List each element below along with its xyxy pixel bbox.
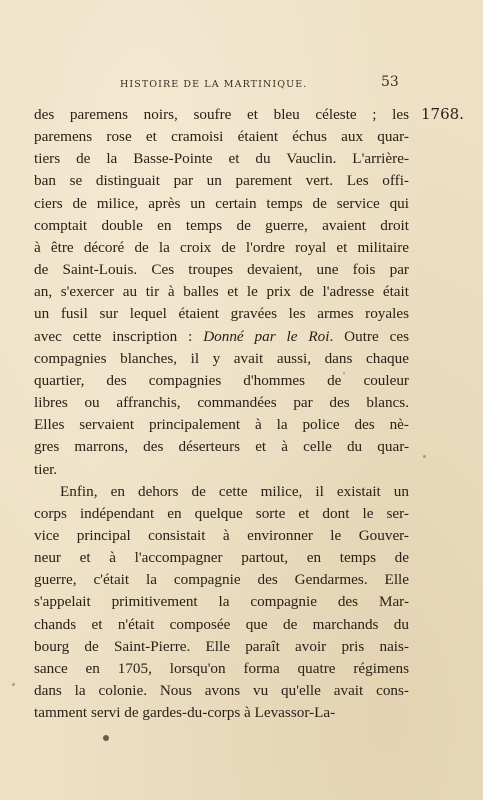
text-line: Enfin, en dehors de cette milice, il existait un	[60, 482, 409, 500]
text-line: paremens rose et cramoisi étaient échus aux quar-	[34, 128, 409, 146]
margin-year-note: 1768.	[421, 105, 464, 123]
text-line: gres marrons, des déserteurs et à celle du quar-	[34, 438, 409, 456]
text-line: an, s'exercer au tir à balles et le prix de l'adresse était	[34, 283, 409, 301]
body-text	[34, 104, 409, 724]
text-line: bourg de Saint-Pierre. Elle paraît avoir pris nais-	[34, 637, 409, 655]
text-line: guerre, c'était la compagnie des Gendarmes. Elle	[34, 571, 409, 589]
ink-spot	[12, 683, 15, 686]
text-line: à être décoré de la croix de l'ordre royal et militaire	[34, 238, 409, 256]
text-line: s'appelait primitivement la compagnie des Mar-	[34, 593, 409, 611]
text-line: tamment servi de gardes-du-corps à Levassor-La-	[34, 704, 336, 722]
text-line: dans la colonie. Nous avons vu qu'elle avait cons-	[34, 682, 409, 700]
text-line: Elles servaient principalement à la police des nè-	[34, 416, 409, 434]
ink-spot	[103, 735, 109, 741]
inscription-italic: Donné par le Roi	[203, 327, 330, 345]
text-line: chands et n'était composée que de marchands du	[34, 615, 409, 633]
text-line: comptait double en temps de guerre, avaient droit	[34, 216, 409, 234]
text-line: avec cette inscription : Donné par le Roi. Outre ces	[34, 327, 409, 345]
text-line: des paremens noirs, soufre et bleu céleste ; les	[34, 106, 409, 123]
text-line: tier.	[34, 460, 58, 478]
ink-spot	[343, 372, 345, 374]
running-title: HISTOIRE DE LA MARTINIQUE.	[120, 79, 308, 90]
text-line: de Saint-Louis. Ces troupes devaient, une fois par	[34, 261, 409, 279]
ink-spot	[423, 455, 426, 458]
text-line: vice principal consistait à environner le Gouver-	[34, 526, 409, 544]
paragraph	[34, 104, 409, 481]
text-line: sance en 1705, lorsqu'on forma quatre régimens	[34, 659, 409, 677]
text-line: ciers de milice, après un certain temps de service qui	[34, 194, 409, 212]
text-line: quartier, des compagnies d'hommes de couleur	[34, 371, 409, 389]
text-line: ban se distinguait par un parement vert. Les offi-	[34, 172, 409, 190]
text-line: neur et à l'accompagner partout, en temps de	[34, 549, 409, 567]
text-line: libres ou affranchis, commandées par des blancs.	[34, 394, 409, 412]
text-line: tiers de la Basse-Pointe et du Vauclin. L'arrière-	[34, 150, 409, 168]
text-line: un fusil sur lequel étaient gravées les armes royales	[34, 305, 409, 323]
paragraph	[34, 481, 409, 725]
page-number: 53	[381, 74, 399, 90]
text-line: corps indépendant en quelque sorte et dont le ser-	[34, 504, 409, 522]
text-line: compagnies blanches, il y avait aussi, dans chaque	[34, 349, 409, 367]
